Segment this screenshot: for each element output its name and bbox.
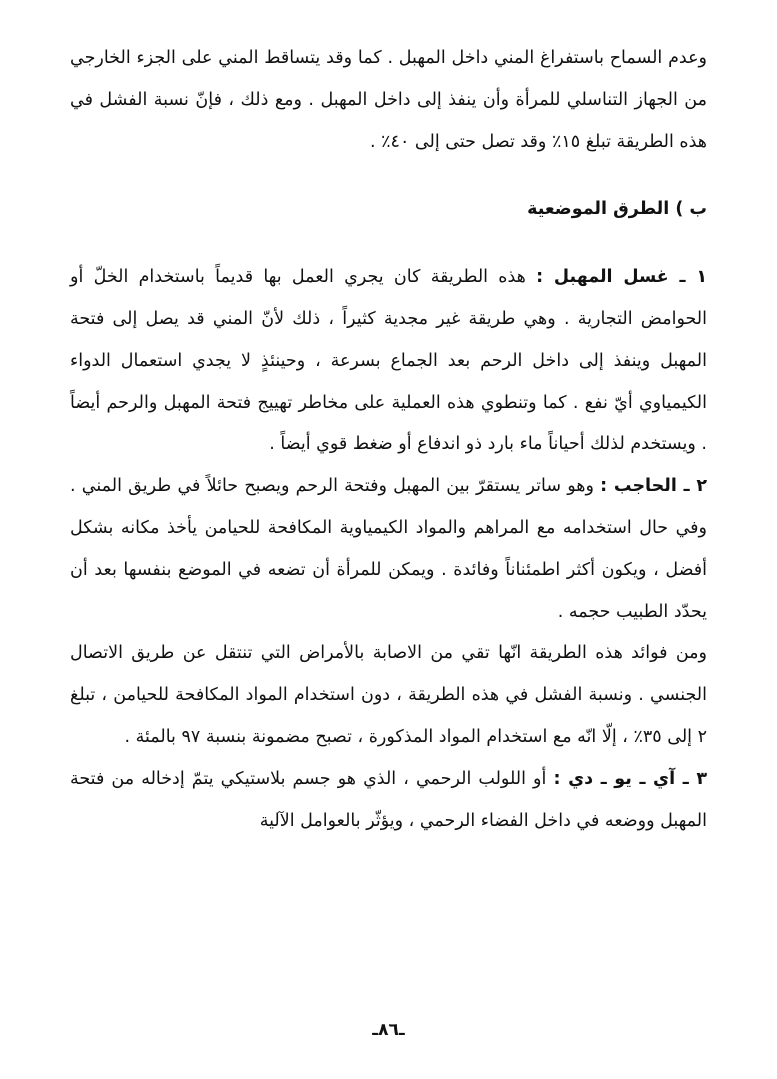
item-3-body: أو اللولب الرحمي ، الذي هو جسم بلاستيكي يتمّ إدخاله من فتحة المهبل ووضعه في داخل الفضاء الرحمي ، ويؤثّر بالعوامل الآلية xyxy=(70,768,707,831)
item-1-paragraph xyxy=(70,257,707,466)
item-1-body: هذه الطريقة كان يجري العمل بها قديماً باستخدام الخلّ أو الحوامض التجارية . وهي طريقة غير مجدية كثيراً ، ذلك لأنّ المني قد يصل إلى فتحة المهبل وينفذ إلى داخل الرحم بعد الجماع بسرعة ، وحينئذٍ لا يجدي استعمال الدواء الكيمياوي أيّ نفع . كما وتنطوي هذه العملية على مخاطر تهييج فتحة المهبل والرحم أيضاً . ويستخدم لذلك أحياناً ماء بارد ذو اندفاع أو ضغط قوي أيضاً . xyxy=(70,267,707,455)
body-text xyxy=(70,38,707,842)
item-3-heading: ٣ ـ آي ـ يو ـ دي : xyxy=(553,768,707,789)
intro-paragraph: وعدم السماح باستفراغ المني داخل المهبل . كما وقد يتساقط المني على الجزء الخارجي من الجهاز التناسلي للمرأة وأن ينفذ إلى داخل المهبل . ومع ذلك ، فإنّ نسبة الفشل في هذه الطريقة تبلغ ١٥٪ وقد تصل حتى إلى ٤٠٪ . xyxy=(70,48,707,152)
section-heading: ب ) الطرق الموضعية xyxy=(527,199,707,220)
benefits-paragraph: ومن فوائد هذه الطريقة انّها تقي من الاصابة بالأمراض التي تنتقل عن طريق الاتصال الجنسي . ونسبة الفشل في هذه الطريقة ، دون استخدام المواد المكافحة للحيامن ، تبلغ ٢ إلى ٣٥٪ ، إلّا انّه مع استخدام المواد المذكورة ، تصبح مضمونة بنسبة ٩٧ بالمئة . xyxy=(70,643,707,747)
item-2-heading: ٢ ـ الحاجب : xyxy=(600,476,707,497)
item-1-heading: ١ ـ غسل المهبل : xyxy=(536,267,707,288)
item-2-paragraph xyxy=(70,466,707,633)
page-number: ـ٨٦ـ xyxy=(372,1020,405,1040)
item-2-body: وهو ساتر يستقرّ بين المهبل وفتحة الرحم ويصبح حائلاً في طريق المني . وفي حال استخدامه مع المراهم والمواد الكيمياوية المكافحة للحيامن يأخذ مكانه بشكل أفضل ، ويكون أكثر اطمئناناً وفائدة . ويمكن للمرأة أن تضعه في الموضع بنفسها بعد أن يحدّد الطبيب حجمه . xyxy=(70,476,707,622)
item-3-paragraph xyxy=(70,759,707,843)
